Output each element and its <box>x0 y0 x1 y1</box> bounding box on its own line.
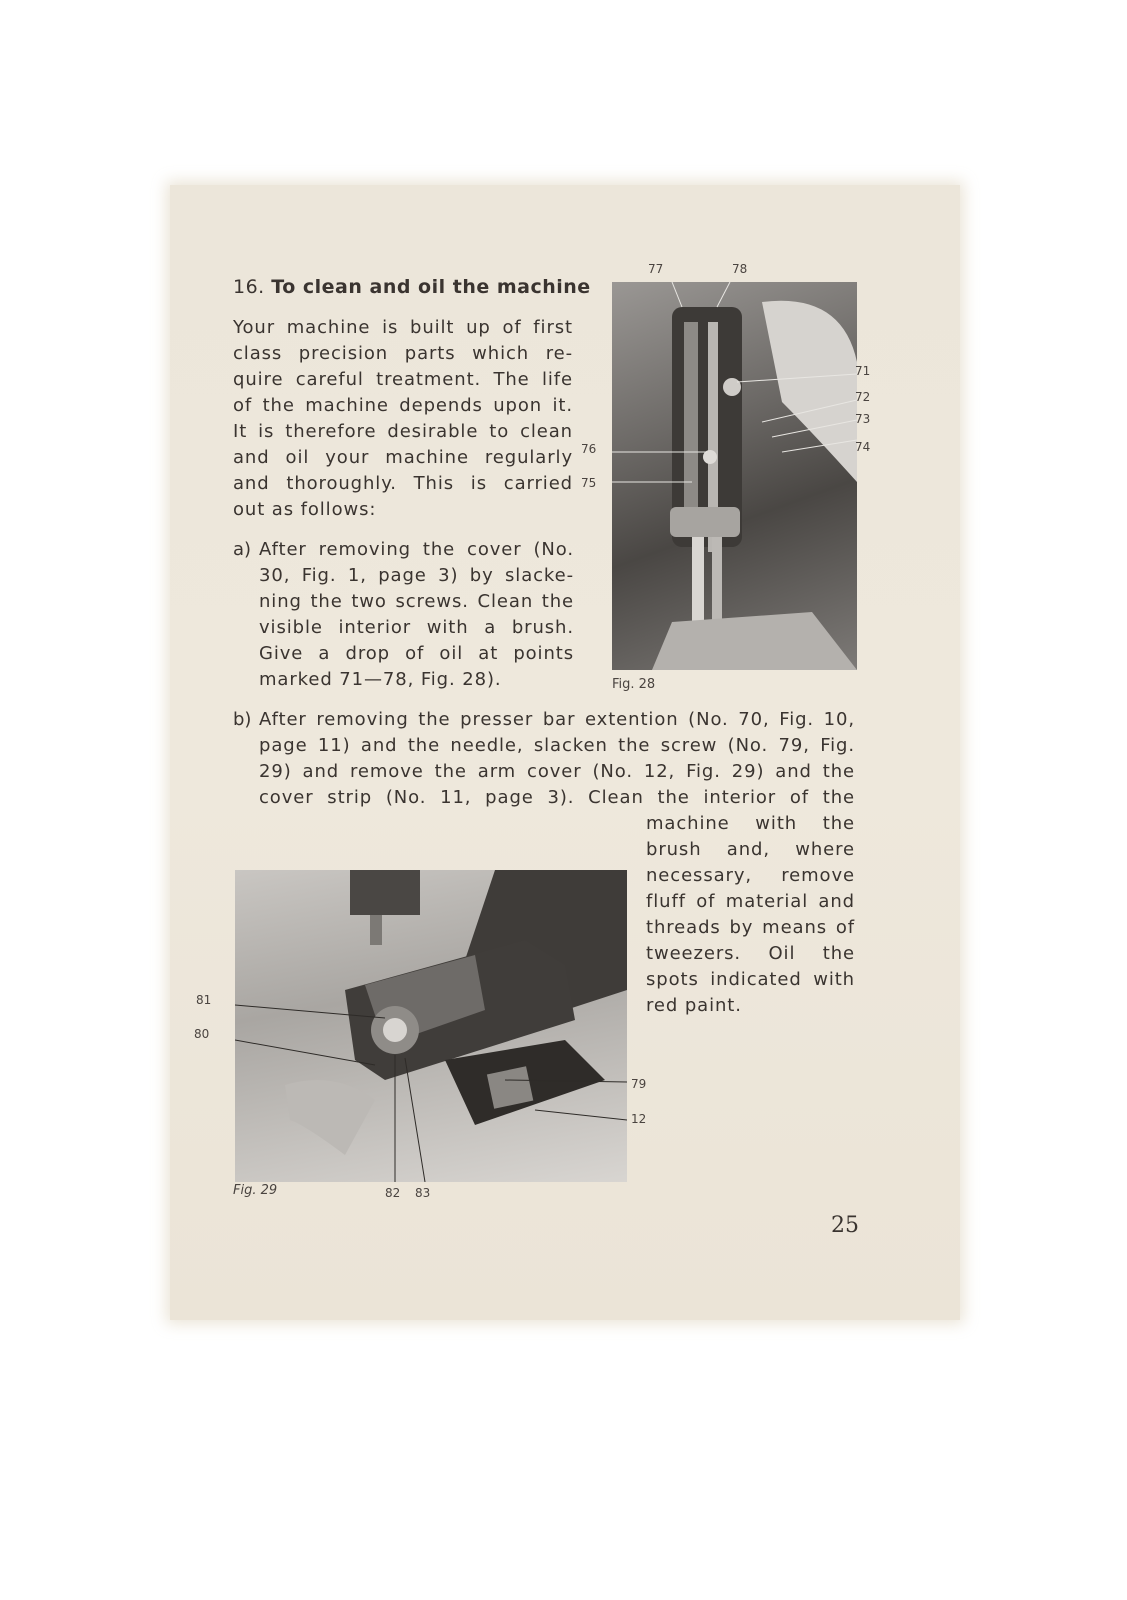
fig28-caption: Fig. 28 <box>612 677 656 692</box>
fig28-label-72: 72 <box>855 390 871 404</box>
intro-line: quire careful treatment. The life <box>233 369 573 390</box>
fig29-label-82: 82 <box>385 1186 401 1200</box>
fig28-label-73: 73 <box>855 412 871 426</box>
intro-line: class precision parts which re- <box>233 343 573 364</box>
fig29-label-80: 80 <box>194 1027 210 1041</box>
fig29-label-81: 81 <box>196 993 212 1007</box>
fig29-caption: Fig. 29 <box>233 1183 278 1198</box>
step-b-narrow-line: red paint. <box>646 995 742 1016</box>
step-b-line: page 11) and the needle, slacken the screw (No. 79, Fig. <box>259 735 855 756</box>
step-b-line: cover strip (No. 11, page 3). Clean the interior of the <box>259 787 855 808</box>
section-title: To clean and oil the machine <box>271 276 591 298</box>
free-arm-illustration <box>235 870 627 1182</box>
step-b-narrow-line: necessary, remove <box>646 865 855 886</box>
step-b-narrow-line: tweezers. Oil the <box>646 943 855 964</box>
step-b-narrow-line: spots indicated with <box>646 969 855 990</box>
step-b-line: 29) and remove the arm cover (No. 12, Fig. 29) and the <box>259 761 855 782</box>
page-number: 25 <box>831 1213 859 1238</box>
step-a-line: visible interior with a brush. <box>259 617 574 638</box>
fig29-label-12: 12 <box>631 1112 647 1126</box>
step-a-line: After removing the cover (No. <box>259 539 574 560</box>
fig29-photo <box>235 870 627 1182</box>
fig28-label-76: 76 <box>581 442 597 456</box>
step-a-line: ning the two screws. Clean the <box>259 591 574 612</box>
intro-line: out as follows: <box>233 499 377 520</box>
section-number: 16. <box>233 276 265 298</box>
fig29-label-83: 83 <box>415 1186 431 1200</box>
step-b-narrow-line: brush and, where <box>646 839 855 860</box>
fig29-label-79: 79 <box>631 1077 647 1091</box>
step-b-narrow-line: threads by means of <box>646 917 855 938</box>
step-b-narrow-text <box>646 811 855 1019</box>
intro-line: and oil your machine regularly <box>233 447 573 468</box>
intro-line: It is therefore desirable to clean <box>233 421 573 442</box>
fig28-label-71: 71 <box>855 364 871 378</box>
fig28-label-75: 75 <box>581 476 597 490</box>
step-a-line: marked 71—78, Fig. 28). <box>259 669 502 690</box>
step-b-marker: b) <box>233 709 252 730</box>
step-b-narrow-line: fluff of material and <box>646 891 855 912</box>
step-a-marker: a) <box>233 539 252 560</box>
step-a-line: Give a drop of oil at points <box>259 643 574 664</box>
intro-line: Your machine is built up of first <box>233 317 573 338</box>
fig28-photo <box>612 282 857 670</box>
step-b-text <box>259 707 855 811</box>
step-b-line: After removing the presser bar extention (No. 70, Fig. 10, <box>259 709 855 730</box>
step-b-narrow-line: machine with the <box>646 813 855 834</box>
intro-line: and thoroughly. This is carried <box>233 473 573 494</box>
section-heading <box>233 276 591 298</box>
step-a-text <box>259 537 574 693</box>
intro-paragraph <box>233 315 573 523</box>
step-a-line: 30, Fig. 1, page 3) by slacke- <box>259 565 574 586</box>
fig28-label-77: 77 <box>648 262 664 276</box>
fig28-label-78: 78 <box>732 262 748 276</box>
sewing-machine-head-illustration <box>612 282 857 670</box>
fig28-label-74: 74 <box>855 440 871 454</box>
intro-line: of the machine depends upon it. <box>233 395 573 416</box>
